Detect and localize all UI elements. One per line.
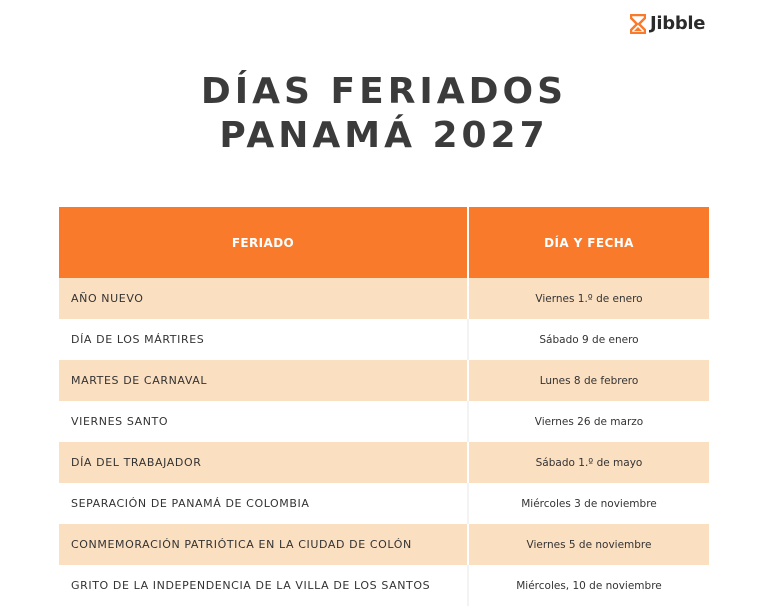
holiday-name: CONMEMORACIÓN PATRIÓTICA EN LA CIUDAD DE COLÓN — [59, 524, 468, 565]
holiday-date: Miércoles 3 de noviembre — [468, 483, 709, 524]
holidays-table — [59, 207, 709, 606]
table-row — [59, 524, 709, 565]
table-row — [59, 319, 709, 360]
holiday-date: Viernes 1.º de enero — [468, 278, 709, 319]
holiday-name: MARTES DE CARNAVAL — [59, 360, 468, 401]
holiday-name: SEPARACIÓN DE PANAMÁ DE COLOMBIA — [59, 483, 468, 524]
holiday-date: Miércoles, 10 de noviembre — [468, 565, 709, 606]
holiday-name: AÑO NUEVO — [59, 278, 468, 319]
brand-logo — [630, 13, 705, 34]
holiday-date: Viernes 26 de marzo — [468, 401, 709, 442]
holiday-name: GRITO DE LA INDEPENDENCIA DE LA VILLA DE LOS SANTOS — [59, 565, 468, 606]
table-row — [59, 278, 709, 319]
table-row — [59, 360, 709, 401]
page-title-line-2: PANAMÁ 2027 — [219, 115, 549, 156]
hourglass-icon — [630, 14, 646, 34]
holiday-date: Sábado 9 de enero — [468, 319, 709, 360]
column-header-date: DÍA Y FECHA — [468, 207, 709, 278]
column-header-holiday: FERIADO — [59, 207, 468, 278]
holiday-name: DÍA DE LOS MÁRTIRES — [59, 319, 468, 360]
table-row — [59, 442, 709, 483]
holidays-table-container — [59, 207, 709, 606]
page-title-line-1: DÍAS FERIADOS — [200, 71, 568, 112]
holiday-date: Lunes 8 de febrero — [468, 360, 709, 401]
holiday-date: Sábado 1.º de mayo — [468, 442, 709, 483]
holiday-date: Viernes 5 de noviembre — [468, 524, 709, 565]
holiday-name: VIERNES SANTO — [59, 401, 468, 442]
table-header-row — [59, 207, 709, 278]
table-row — [59, 483, 709, 524]
table-row — [59, 401, 709, 442]
brand-name: Jibble — [650, 13, 706, 34]
page-title — [0, 70, 768, 158]
table-row — [59, 565, 709, 606]
holiday-name: DÍA DEL TRABAJADOR — [59, 442, 468, 483]
